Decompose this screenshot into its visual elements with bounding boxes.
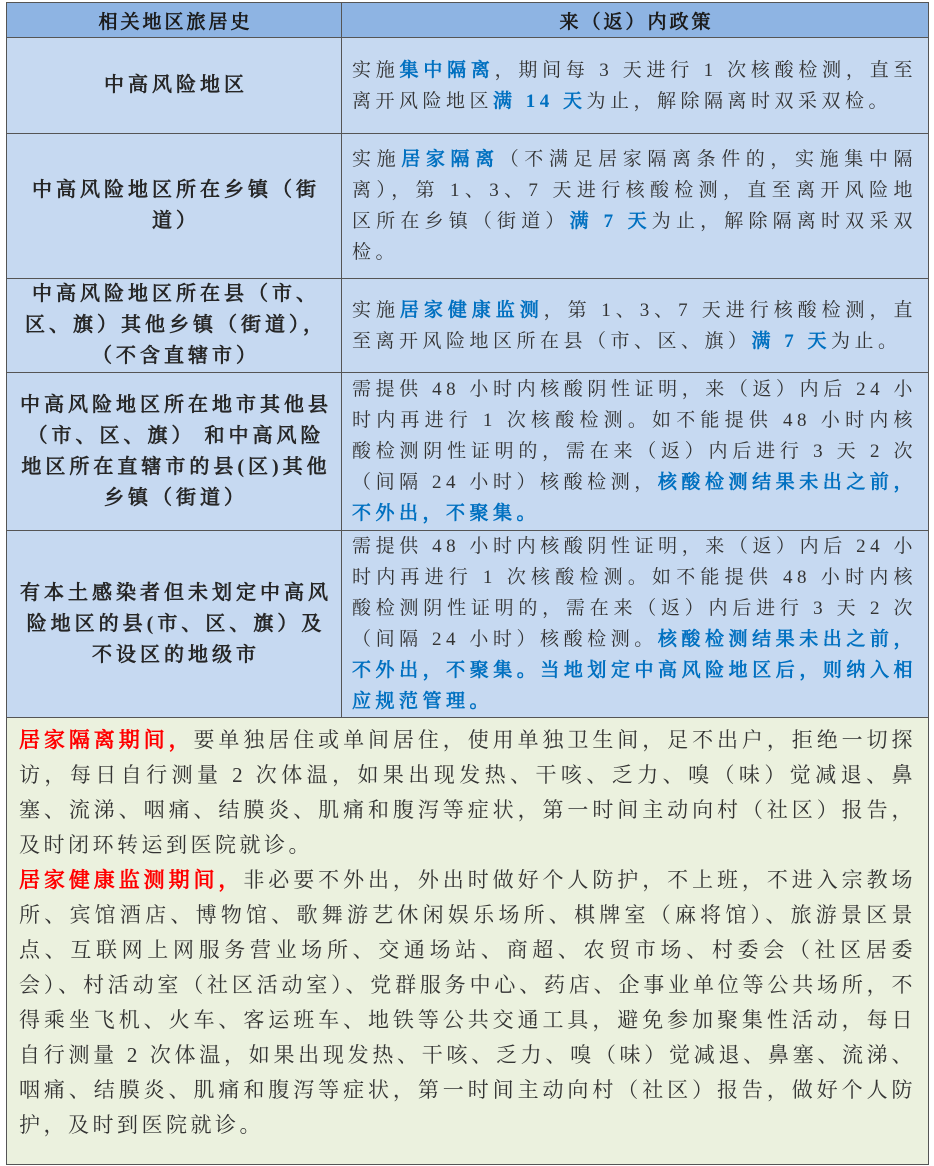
policy-segment: 实施 [352,299,400,321]
region-text: 中高风险地区所在县（市、区、旗）其他乡镇（街道），（不含直辖市） [25,283,327,367]
policy-segment: 需提供 48 小时内核酸阴性证明，来（返）内后 24 小时内再进行 1 次核酸检测。如不能提供 48 小时内核酸检测阴性证明的，需在来（返）内后进行 3 天 2 次（间隔 24 小时）核酸检测。 [352,536,917,650]
header-policy: 来（返）内政策 [342,3,928,37]
region-cell-local-infection-county [7,531,341,717]
policy-highlight: 满 7 天 [569,211,652,232]
notes-section [7,718,928,1164]
policy-highlight: 核酸检测结果未出之前，不外出，不聚集。 [352,472,917,524]
policy-text [352,144,917,268]
policy-cell-high-medium-risk [342,38,928,133]
policy-segment: （不满足居家隔离条件的，实施集中隔离），第 1、3、7 天进行核酸检测，直至离开风险地区所在乡镇（街道） [352,149,917,232]
policy-segment: 实施 [352,59,400,81]
policy-highlight: 核酸检测结果未出之前，不外出，不聚集。当地划定中高风险地区后，则纳入相应规范管理。 [352,629,917,712]
region-cell-high-medium-risk [7,38,341,133]
note-home-isolation [19,723,916,863]
note-label: 居家健康监测期间， [19,868,244,892]
policy-text [352,55,917,117]
policy-highlight: 满 14 天 [493,90,587,112]
note-text: 非必要不外出，外出时做好个人防护，不上班，不进入宗教场所、宾馆酒店、博物馆、歌舞游艺休闲娱乐场所、棋牌室（麻将馆）、旅游景区景点、互联网上网服务营业场所、交通场站、商超、农贸市场、村委会（社区居委会）、村活动室（社区活动室）、党群服务中心、药店、企事业单位等公共场所，不得乘坐飞机、火车、客运班车、地铁等公共交通工具，避免参加聚集性活动，每日自行测量 2 次体温，如果出现发热、干咳、乏力、嗅（味）觉减退、鼻塞、流涕、咽痛、结膜炎、肌痛和腹泻等症状，第一时间主动向村（社区）报告，做好个人防护，及时到医院就诊。 [19,868,916,1137]
policy-cell-local-infection-county [342,531,928,717]
region-text: 中高风险地区所在乡镇（街道） [32,179,320,232]
policy-cell-county-other-townships [342,279,928,372]
policy-segment: 实施 [352,149,402,170]
policy-segment: 为止，解除隔离时双采双检。 [586,90,893,112]
policy-highlight: 居家健康监测 [399,299,544,321]
header-region: 相关地区旅居史 [7,3,341,37]
policy-highlight: 集中隔离 [399,59,495,81]
region-cell-city-other-counties [7,373,341,530]
note-text: 要单独居住或单间居住，使用单独卫生间，足不出户，拒绝一切探访，每日自行测量 2 次体温，如果出现发热、干咳、乏力、嗅（味）觉减退、鼻塞、流涕、咽痛、结膜炎、肌痛和腹泻等症状，第一时间主动向村（社区）报告，及时闭环转运到医院就诊。 [19,728,916,857]
policy-text [352,295,917,357]
note-label: 居家隔离期间， [19,728,194,752]
policy-table [6,2,929,1165]
region-text: 有本土感染者但未划定中高风险地区的县(市、区、旗）及不设区的地级市 [20,581,332,666]
policy-cell-township [342,134,928,278]
policy-text [352,531,917,717]
policy-segment: ，第 1、3、7 天进行核酸检测，直至离开风险地区所在县（市、区、旗） [352,299,917,352]
policy-highlight: 居家隔离 [401,149,500,170]
note-home-health-monitoring [19,863,916,1143]
region-text: 中高风险地区 [104,74,248,96]
policy-highlight: 满 7 天 [751,330,832,352]
policy-text [352,374,917,529]
policy-segment: 需提供 48 小时内核酸阴性证明，来（返）内后 24 小时内再进行 1 次核酸检测。如不能提供 48 小时内核酸检测阴性证明的，需在来（返）内后进行 3 天 2 次（间隔 24 小时）核酸检测， [352,379,917,493]
policy-cell-city-other-counties [342,373,928,530]
policy-segment: 为止，解除隔离时双采双检。 [352,211,917,263]
region-cell-county-other-townships [7,279,341,372]
region-text: 中高风险地区所在地市其他县（市、区、旗） 和中高风险地区所在直辖市的县(区)其他乡镇（街道） [20,393,332,509]
policy-segment: ，期间每 3 天进行 1 次核酸检测，直至离开风险地区 [352,59,917,112]
region-cell-township [7,134,341,278]
policy-segment: 为止。 [831,330,902,352]
